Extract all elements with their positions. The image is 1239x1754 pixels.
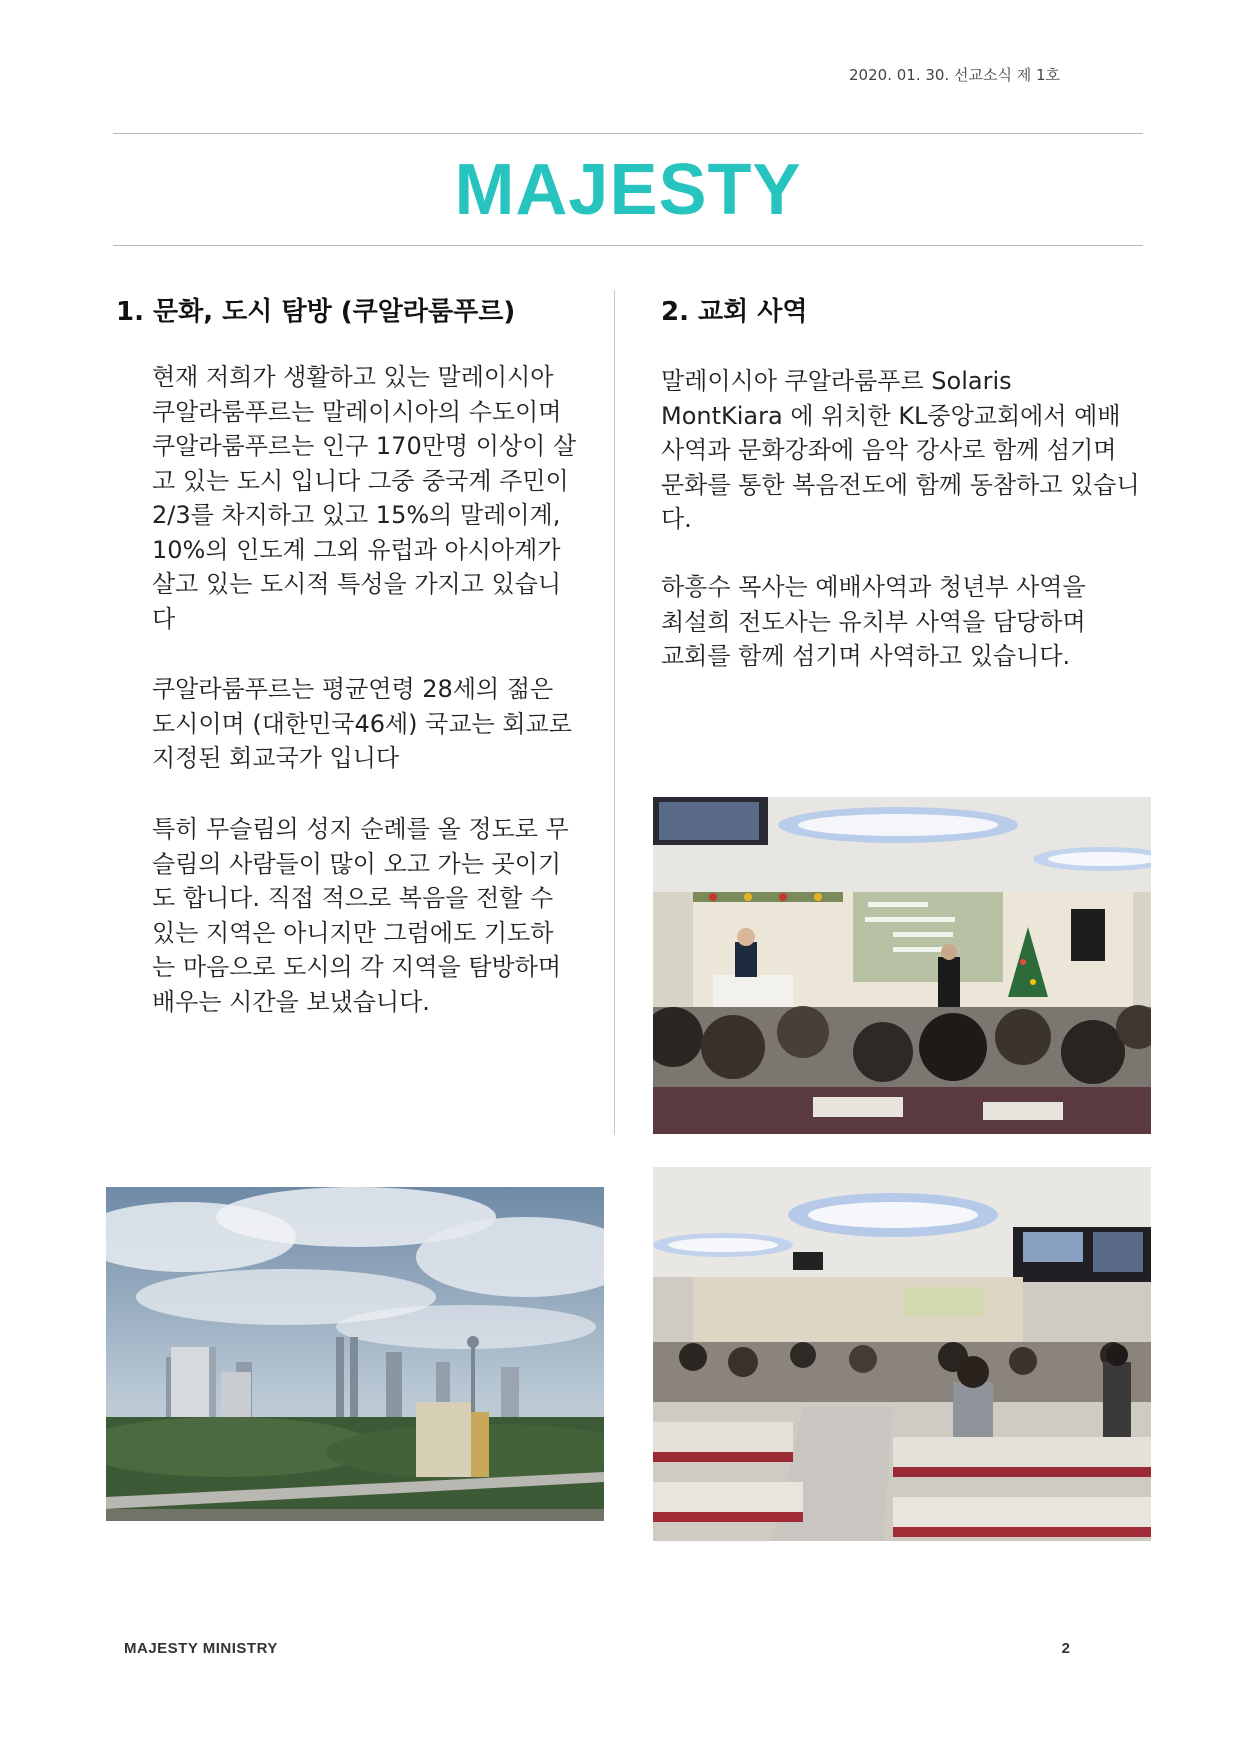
- text-line: 고 있는 도시 입니다 그중 중국계 주민이: [152, 466, 569, 495]
- text-line: 다.: [661, 505, 692, 533]
- text-line: 쿠알라룸푸르는 평균연령 28세의 젊은: [152, 675, 554, 703]
- text-line: 하흥수 목사는 예배사역과 청년부 사역을: [661, 573, 1086, 601]
- issue-date-label: 2020. 01. 30. 선교소식 제 1호: [849, 66, 1060, 84]
- text-line: 쿠알라룸푸르는 인구 170만명 이상이 살: [152, 432, 577, 460]
- text-line: 도 합니다. 직접 적으로 복음을 전할 수: [152, 884, 554, 912]
- section-2-title: 2. 교회 사역: [661, 297, 808, 327]
- text-line: 도시이며 (대한민국46세) 국교는 회교로: [152, 709, 572, 738]
- text-line: 현재 저희가 생활하고 있는 말레이시아: [152, 363, 554, 391]
- section-1-paragraph-1: [152, 360, 576, 636]
- header-top-rule: [113, 133, 1143, 134]
- section-2-paragraph-2: [661, 570, 1086, 674]
- header-bottom-rule: [113, 245, 1143, 246]
- section-1-paragraph-3: [152, 812, 569, 1019]
- text-line: 배우는 시간을 보냈습니다.: [152, 987, 430, 1016]
- text-line: 있는 지역은 아니지만 그럼에도 기도하: [152, 918, 554, 947]
- text-line: MontKiara 에 위치한 KL중앙교회에서 예배: [661, 401, 1121, 430]
- section-2-paragraph-1: [661, 364, 1140, 537]
- text-line: 사역과 문화강좌에 음악 강사로 함께 섬기며: [661, 436, 1117, 464]
- section-1-title: 1. 문화, 도시 탐방 (쿠알라룸푸르): [116, 297, 516, 327]
- text-line: 슬림의 사람들이 많이 오고 가는 곳이기: [152, 849, 562, 878]
- church-hall-photo: [653, 1167, 1151, 1541]
- text-line: 지정된 회교국가 입니다: [152, 744, 400, 772]
- text-line: 교회를 함께 섬기며 사역하고 있습니다.: [661, 642, 1071, 670]
- church-service-photo: [653, 797, 1151, 1134]
- text-line: 2/3를 차지하고 있고 15%의 말레이계,: [152, 501, 561, 529]
- column-divider: [614, 290, 615, 1135]
- text-line: 는 마음으로 도시의 각 지역을 탐방하며: [152, 953, 562, 981]
- text-line: 말레이시아 쿠알라룸푸르 Solaris: [661, 367, 1012, 395]
- section-1-paragraph-2: [152, 672, 572, 776]
- text-line: 다: [152, 604, 176, 633]
- text-line: 문화를 통한 복음전도에 함께 동참하고 있습니: [661, 470, 1140, 499]
- footer-brand: MAJESTY MINISTRY: [124, 1640, 278, 1657]
- text-line: 10%의 인도계 그외 유럽과 아시아계가: [152, 535, 561, 564]
- page-number: 2: [1061, 1640, 1070, 1657]
- text-line: 살고 있는 도시적 특성을 가지고 있습니: [152, 570, 562, 598]
- text-line: 쿠알라룸푸르는 말레이시아의 수도이며: [152, 397, 562, 426]
- city-skyline-photo: [106, 1187, 604, 1521]
- masthead-title: MAJESTY: [454, 150, 802, 230]
- text-line: 최설희 전도사는 유치부 사역을 담당하며: [661, 607, 1086, 636]
- text-line: 특히 무슬림의 성지 순례를 올 정도로 무: [152, 815, 569, 843]
